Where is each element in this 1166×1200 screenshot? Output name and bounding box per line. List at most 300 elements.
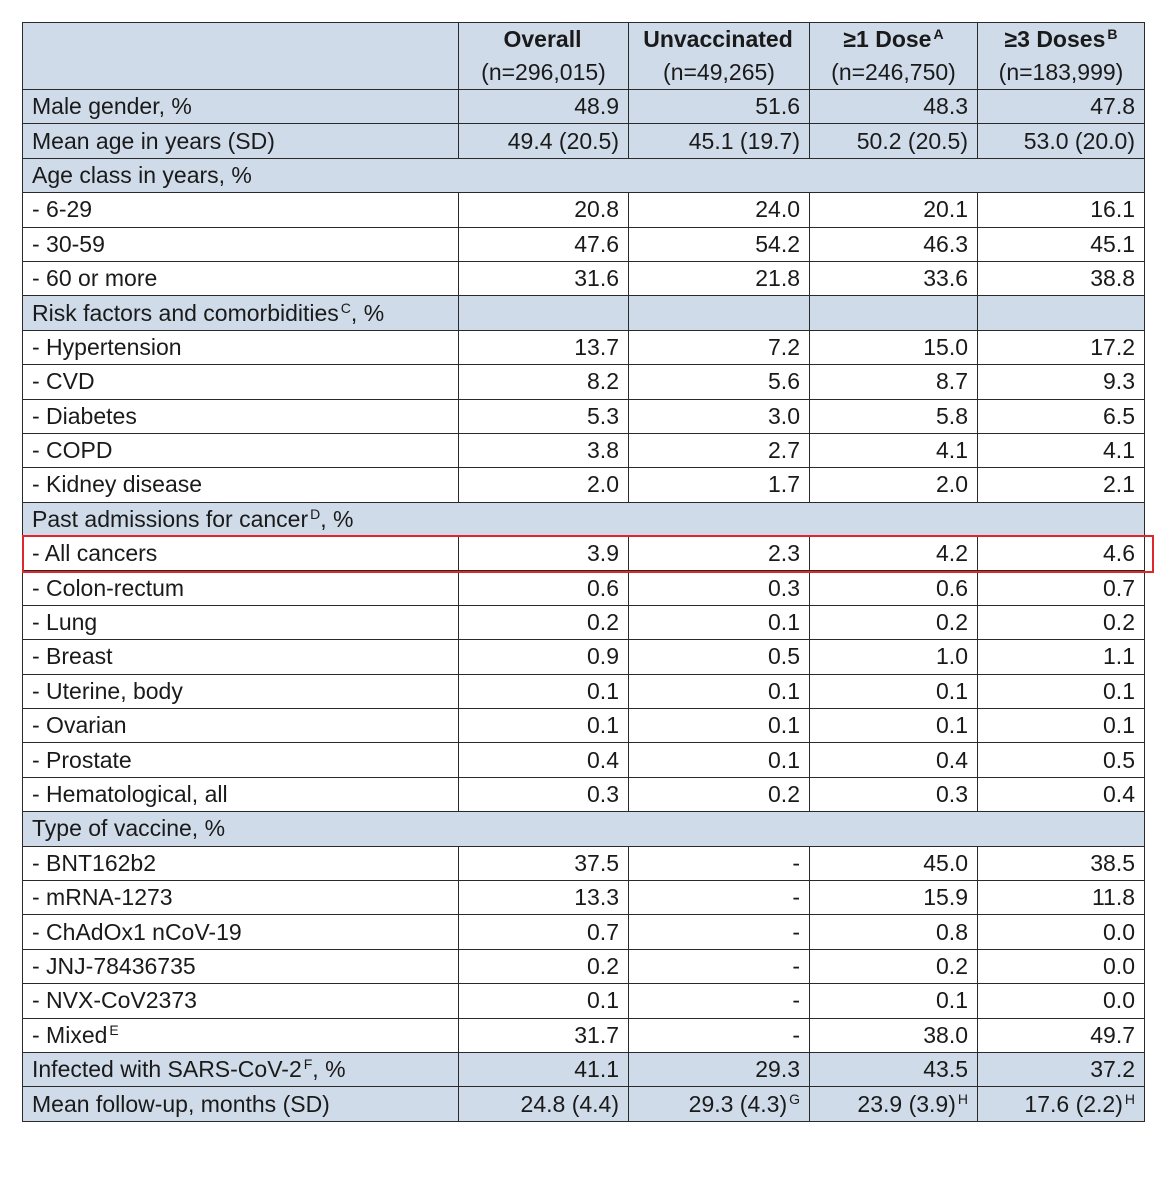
row-value [629,433,810,467]
row-label-text: - All cancers [32,540,158,567]
row-value [459,90,629,124]
value-text: 0.6 [936,574,968,601]
value-text: 0.1 [587,712,619,739]
row-label [23,709,459,743]
value-text: 2.0 [936,471,968,498]
row-label [23,571,459,605]
value-text: 4.1 [1103,437,1135,464]
row-value [459,296,629,330]
row-value [629,743,810,777]
header-n: (n=183,999) [998,59,1124,85]
row-value [810,743,978,777]
table-row [23,296,1145,330]
row-label-text: Age class in years, % [32,161,252,188]
row-value [810,1018,978,1052]
row-value [459,880,629,914]
row-value [978,1087,1145,1121]
header-name: ≥1 Dose [843,26,932,52]
value-text: 6.5 [1103,402,1135,429]
row-value [810,124,978,158]
row-value [810,468,978,502]
row-label [23,365,459,399]
row-label-suffix: , % [312,1056,346,1083]
row-label [23,949,459,983]
row-value [978,915,1145,949]
row-label-text: - Breast [32,643,113,670]
row-label [23,399,459,433]
table-row [23,1018,1145,1052]
row-label-text: - Ovarian [32,712,127,739]
row-value [978,571,1145,605]
row-value [810,915,978,949]
table-row [23,880,1145,914]
value-text: 0.2 [768,781,800,807]
row-label-text: - Lung [32,609,98,636]
row-value [629,571,810,605]
value-text: 53.0 (20.0) [1023,127,1135,154]
value-text: 0.2 [587,609,619,636]
row-value [629,1052,810,1086]
row-value [978,1018,1145,1052]
value-text: 47.8 [1090,93,1135,120]
value-text: 1.0 [936,643,968,670]
header-row [23,23,1145,90]
row-label [23,605,459,639]
row-value [978,880,1145,914]
row-label-footnote: F [303,1056,313,1073]
value-text: 48.9 [574,93,619,120]
table-row [23,949,1145,983]
row-value [629,846,810,880]
table-body [23,90,1145,1122]
value-text: 8.7 [936,368,968,395]
row-label [23,90,459,124]
row-label-text: - 60 or more [32,265,158,292]
value-text: 1.7 [768,471,800,498]
row-label [23,1087,459,1121]
row-value [459,1018,629,1052]
table-row [23,433,1145,467]
row-value [810,227,978,261]
value-text: 2.7 [768,437,800,464]
row-label [23,984,459,1018]
row-label-text: Male gender, % [32,93,192,120]
value-text: 33.6 [923,265,968,292]
value-text: 45.0 [923,849,968,876]
value-text: 3.8 [587,437,619,464]
table-row [23,674,1145,708]
row-value [629,640,810,674]
row-label-text: - Mixed [32,1021,108,1048]
table-row [23,777,1145,811]
value-text: 3.9 [587,540,619,567]
row-value [629,193,810,227]
value-text: 4.1 [936,437,968,464]
row-value [978,261,1145,295]
row-value [459,984,629,1018]
row-value [978,949,1145,983]
row-label-text: - CVD [32,368,95,395]
value-text: - [792,1021,800,1048]
row-label-text: - 30-59 [32,230,105,257]
row-label-text: Mean age in years (SD) [32,127,275,154]
row-value [459,124,629,158]
value-text: 43.5 [923,1056,968,1083]
row-label-text: - Colon-rectum [32,574,185,601]
row-value [810,193,978,227]
row-label-text: - Kidney disease [32,471,203,498]
value-text: 0.7 [587,918,619,945]
row-label-suffix: , % [320,505,354,532]
value-text: 5.3 [587,402,619,429]
row-label-text: - mRNA-1273 [32,884,173,911]
row-value [978,227,1145,261]
table-row [23,330,1145,364]
header-three-doses [978,23,1145,90]
row-value [459,261,629,295]
row-value [629,296,810,330]
row-value [978,640,1145,674]
value-text: - [792,918,800,945]
value-text: 2.1 [1103,471,1135,498]
value-text: 0.2 [936,609,968,636]
row-label-text: - Hematological, all [32,781,228,807]
value-text: 0.4 [587,746,619,773]
row-value [810,571,978,605]
value-text: 20.8 [574,196,619,223]
row-value [810,1052,978,1086]
row-value [459,674,629,708]
value-text: 0.3 [936,781,968,807]
table-row [23,1087,1145,1121]
row-label-text: - NVX-CoV2373 [32,987,197,1014]
value-text: 20.1 [923,196,968,223]
row-value [629,709,810,743]
value-text: 15.0 [923,333,968,360]
row-value [978,537,1145,571]
table-row [23,365,1145,399]
header-sup: B [1107,26,1118,42]
cohort-characteristics-table [22,22,1145,1122]
row-label [23,915,459,949]
row-value [629,880,810,914]
row-value [978,846,1145,880]
row-value [459,227,629,261]
row-value [810,537,978,571]
table-row [23,261,1145,295]
table-row [23,743,1145,777]
table-row [23,915,1145,949]
row-label [23,674,459,708]
table-row [23,605,1145,639]
value-text: 29.3 (4.3) [688,1090,788,1117]
value-text: - [792,884,800,911]
row-value [978,90,1145,124]
value-text: 31.7 [574,1021,619,1048]
header-n: (n=246,750) [831,59,956,85]
value-text: 0.7 [1103,574,1135,601]
value-text: 21.8 [755,265,800,292]
header-n: (n=49,265) [663,59,775,85]
value-text: 0.3 [768,574,800,601]
row-value [459,468,629,502]
row-label [23,777,459,811]
row-value [629,915,810,949]
row-label [23,812,1145,846]
row-value [459,193,629,227]
value-text: 0.2 [1103,609,1135,636]
row-value [629,365,810,399]
value-text: 0.0 [1103,987,1135,1014]
row-value [629,605,810,639]
value-text: 5.8 [936,402,968,429]
value-text: 0.1 [587,987,619,1014]
row-value [629,227,810,261]
row-value [978,468,1145,502]
value-text: - [792,952,800,979]
row-value [629,777,810,811]
header-one-dose [810,23,978,90]
header-sup: A [933,26,944,42]
value-text: 8.2 [587,368,619,395]
row-value [459,777,629,811]
row-label-text: - Diabetes [32,402,137,429]
row-value [629,124,810,158]
value-text: - [792,849,800,876]
value-text: 31.6 [574,265,619,292]
value-text: 49.7 [1090,1021,1135,1048]
section-row [23,502,1145,536]
value-text: 7.2 [768,333,800,360]
row-label [23,640,459,674]
row-value [978,330,1145,364]
table-row [23,846,1145,880]
row-label-text: - ChAdOx1 nCoV-19 [32,918,242,945]
row-value [810,399,978,433]
value-footnote: H [957,1090,968,1107]
row-label [23,296,459,330]
row-value [459,846,629,880]
row-value [459,365,629,399]
row-label-text: Type of vaccine, % [32,815,226,842]
row-value [978,984,1145,1018]
table-row [23,1052,1145,1086]
row-value [978,296,1145,330]
section-row [23,812,1145,846]
row-label [23,743,459,777]
value-text: 9.3 [1103,368,1135,395]
row-value [629,330,810,364]
row-value [978,399,1145,433]
row-label [23,1052,459,1086]
section-row [23,158,1145,192]
row-label [23,537,459,571]
value-text: 47.6 [574,230,619,257]
value-text: 17.2 [1090,333,1135,360]
value-text: 0.1 [768,609,800,636]
header-name: Unvaccinated [643,26,793,52]
row-value [978,1052,1145,1086]
row-value [810,330,978,364]
row-value [459,399,629,433]
table-row [23,984,1145,1018]
value-text: 38.0 [923,1021,968,1048]
row-label [23,468,459,502]
value-text: 51.6 [755,93,800,120]
value-text: 54.2 [755,230,800,257]
value-text: 0.3 [587,781,619,807]
value-text: 4.2 [936,540,968,567]
row-value [629,261,810,295]
value-footnote: G [789,1090,800,1107]
value-text: 45.1 [1090,230,1135,257]
row-label-footnote: E [109,1021,119,1038]
row-value [978,124,1145,158]
row-label-text: - Prostate [32,746,132,773]
value-text: 0.6 [587,574,619,601]
header-name: Overall [503,26,582,52]
value-text: 24.8 (4.4) [520,1090,619,1117]
header-unvaccinated [629,23,810,90]
row-value [810,261,978,295]
value-text: 0.1 [768,712,800,739]
row-label-footnote: C [340,299,351,316]
value-footnote: H [1124,1090,1135,1107]
value-text: 1.1 [1103,643,1135,670]
row-label [23,330,459,364]
value-text: 29.3 [755,1056,800,1083]
table-row [23,227,1145,261]
row-label-text: Infected with SARS-CoV-2 [32,1056,302,1083]
row-value [459,709,629,743]
row-value [978,777,1145,811]
row-value [459,605,629,639]
row-value [810,90,978,124]
value-text: 0.1 [1103,712,1135,739]
row-label [23,227,459,261]
value-text: 38.8 [1090,265,1135,292]
row-value [810,709,978,743]
table-row [23,193,1145,227]
header-corner [23,23,459,90]
row-value [629,984,810,1018]
value-text: 38.5 [1090,849,1135,876]
value-text: 46.3 [923,230,968,257]
row-label-text: Risk factors and comorbidities [32,299,339,326]
value-text: 4.6 [1103,540,1135,567]
table-row [23,640,1145,674]
row-value [810,605,978,639]
row-value [978,193,1145,227]
value-text: 0.5 [768,643,800,670]
value-text: 15.9 [923,884,968,911]
row-value [629,1018,810,1052]
row-label [23,846,459,880]
row-value [459,640,629,674]
row-value [629,90,810,124]
value-text: 0.4 [1103,781,1135,807]
row-value [629,399,810,433]
row-value [810,880,978,914]
value-text: 37.5 [574,849,619,876]
row-value [459,915,629,949]
value-text: 0.1 [768,677,800,704]
row-label-suffix: , % [350,299,385,326]
row-label-text: - 6-29 [32,196,93,223]
value-text: 3.0 [768,402,800,429]
row-value [629,468,810,502]
row-value [810,296,978,330]
row-value [978,433,1145,467]
row-value [810,674,978,708]
header-n: (n=296,015) [481,59,606,85]
table-row [23,124,1145,158]
value-text: 13.3 [574,884,619,911]
row-label-text: - COPD [32,437,113,464]
row-label [23,124,459,158]
value-text: 2.0 [587,471,619,498]
table-row [23,399,1145,433]
row-value [978,709,1145,743]
row-value [459,1087,629,1121]
value-text: 0.1 [1103,677,1135,704]
row-value [459,571,629,605]
row-value [810,365,978,399]
row-value [978,365,1145,399]
row-label [23,193,459,227]
row-label-text: - Uterine, body [32,677,183,704]
row-value [629,674,810,708]
value-text: 2.3 [768,540,800,567]
row-value [459,949,629,983]
value-text: 0.5 [1103,746,1135,773]
table-row [23,571,1145,605]
value-text: 37.2 [1090,1056,1135,1083]
value-text: 0.2 [936,952,968,979]
value-text: 23.9 (3.9) [857,1090,956,1117]
row-value [459,1052,629,1086]
value-text: 50.2 (20.5) [856,127,968,154]
value-text: 13.7 [574,333,619,360]
value-text: 49.4 (20.5) [507,127,619,154]
header-overall [459,23,629,90]
row-label [23,502,1145,536]
value-text: 0.8 [936,918,968,945]
value-text: - [792,987,800,1014]
row-value [629,1087,810,1121]
value-text: 5.6 [768,368,800,395]
header-name: ≥3 Doses [1004,26,1106,52]
row-label [23,1018,459,1052]
value-text: 16.1 [1090,196,1135,223]
value-text: 24.0 [755,196,800,223]
value-text: 0.1 [768,746,800,773]
value-text: 0.1 [587,677,619,704]
row-value [810,984,978,1018]
row-label-text: - JNJ-78436735 [32,952,196,979]
value-text: 0.2 [587,952,619,979]
value-text: 48.3 [923,93,968,120]
value-text: 45.1 (19.7) [688,127,800,154]
row-value [978,605,1145,639]
row-value [978,743,1145,777]
row-value [629,537,810,571]
row-label [23,158,1145,192]
row-value [459,330,629,364]
value-text: 0.1 [936,987,968,1014]
value-text: 11.8 [1091,884,1135,911]
value-text: 0.4 [936,746,968,773]
